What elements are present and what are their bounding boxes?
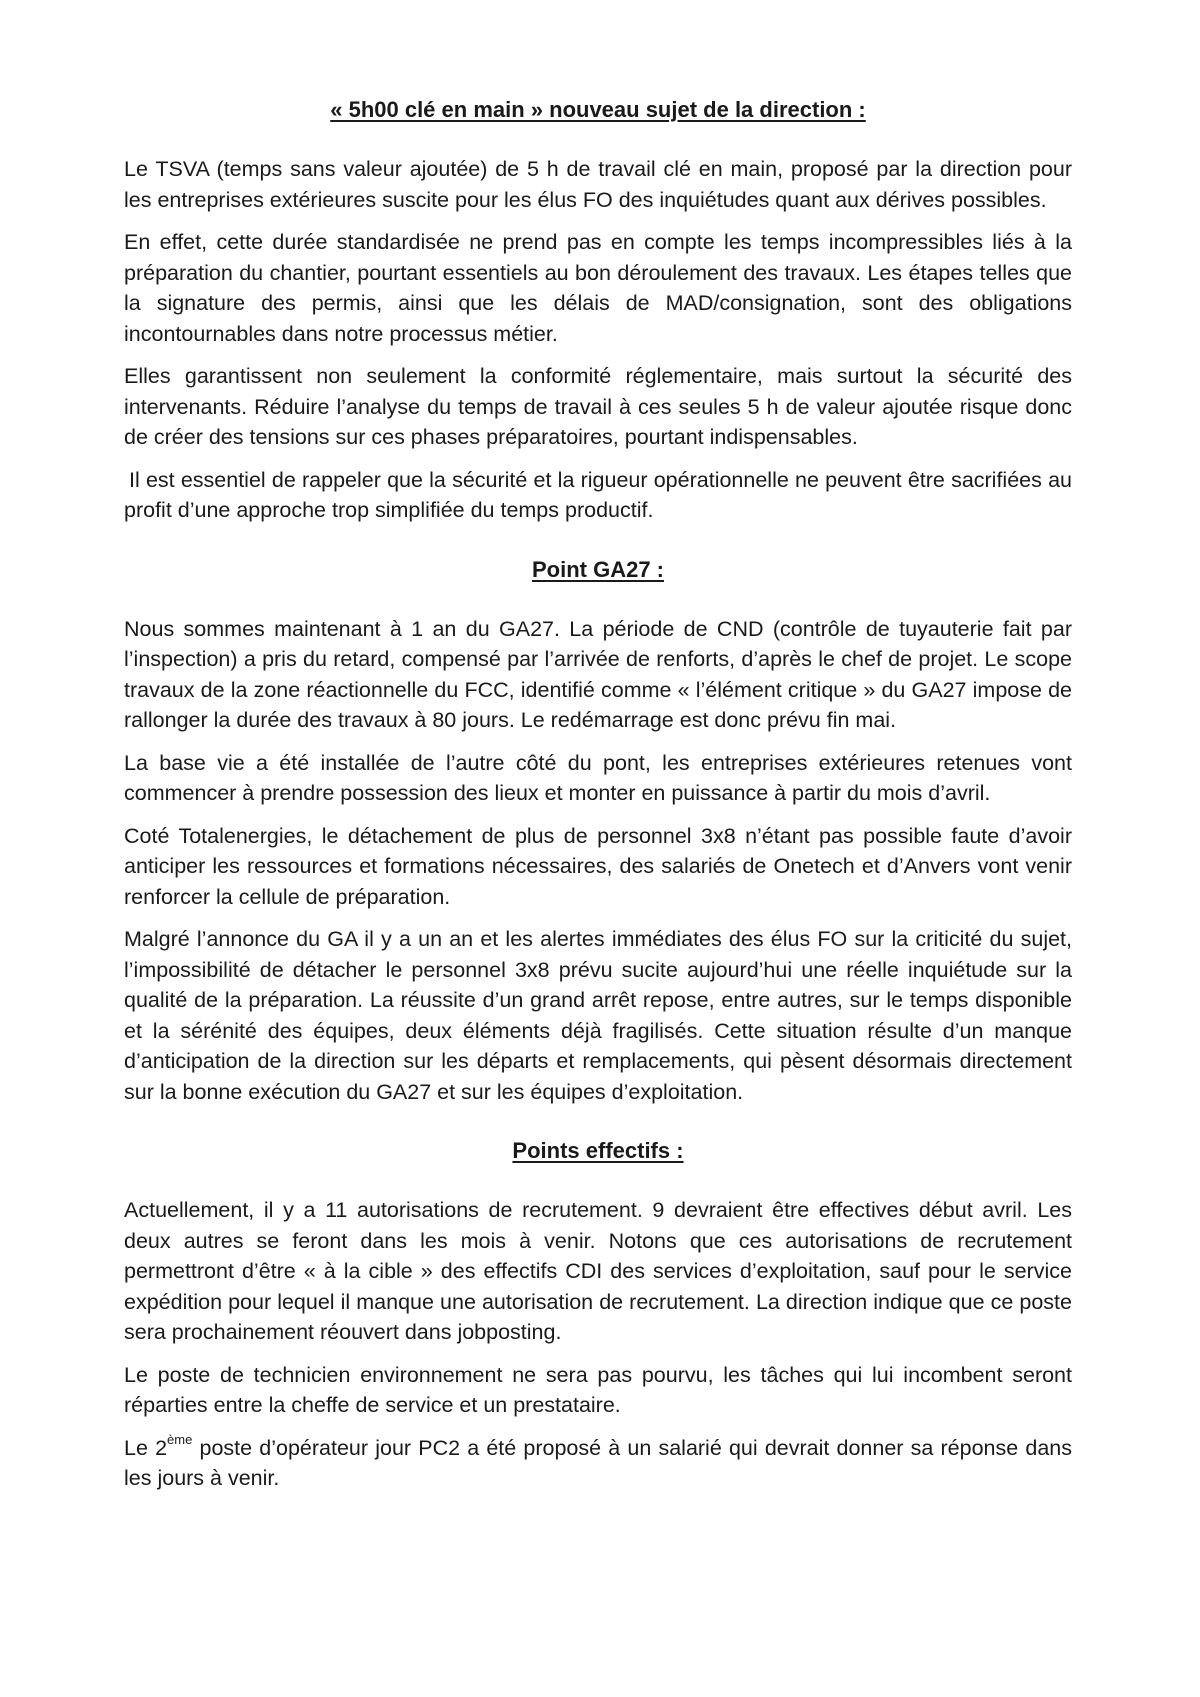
paragraph: Malgré l’annonce du GA il y a un an et les alertes immédiates des élus FO sur la criticité du sujet, l’impossibilité de détacher le personnel 3x8 prévu sucite aujourd’hui une réelle inquiétude sur la qualité de la préparation. La réussite d’un grand arrêt repose, entre autres, sur le temps disponible et la sérénité des équipes, deux éléments déjà fragilisés. Cette situation résulte d’un manque d’anticipation de la direction sur les départs et remplacements, qui pèsent désormais directement sur la bonne exécution du GA27 et sur les équipes d’exploitation.: [124, 927, 1072, 1104]
paragraph: La base vie a été installée de l’autre côté du pont, les entreprises extérieures retenues vont commencer à prendre possession des lieux et monter en puissance à partir du mois d’avril.: [124, 750, 1072, 805]
text-segment: poste d’opérateur jour PC2 a été proposé à un salarié qui devrait donner sa réponse dans les jours à venir.: [124, 1435, 1072, 1490]
paragraph-last: [124, 1433, 1072, 1494]
document-page: [124, 96, 1072, 1506]
paragraph: Le poste de technicien environnement ne sera pas pourvu, les tâches qui lui incombent seront réparties entre la cheffe de service et un prestataire.: [124, 1362, 1072, 1417]
text-segment: Le 2: [124, 1435, 168, 1460]
paragraph: Elles garantissent non seulement la conformité réglementaire, mais surtout la sécurité des intervenants. Réduire l’analyse du temps de travail à ces seules 5 h de valeur ajoutée risque donc de créer des tensions sur ces phases préparatoires, pourtant indispensables.: [124, 364, 1072, 449]
section-title-effectifs: Points effectifs :: [512, 1138, 684, 1163]
paragraph: Nous sommes maintenant à 1 an du GA27. La période de CND (contrôle de tuyauterie fait par l’inspection) a pris du retard, compensé par l’arrivée de renforts, d’après le chef de projet. Le scope travaux de la zone réactionnelle du FCC, identifié comme « l’élément critique » du GA27 impose de rallonger la durée des travaux à 80 jours. Le redémarrage est donc prévu fin mai.: [124, 616, 1072, 732]
paragraph: Il est essentiel de rappeler que la sécurité et la rigueur opérationnelle ne peuvent être sacrifiées au profit d’une approche trop simplifiée du temps productif.: [124, 467, 1072, 522]
section-title-ga27: Point GA27 :: [531, 556, 664, 582]
paragraph: Actuellement, il y a 11 autorisations de recrutement. 9 devraient être effectives début avril. Les deux autres se feront dans les mois à venir. Notons que ces autorisations de recrutement permettront d’être « à la cible » des effectifs CDI des services d’exploitation, sauf pour le service expédition pour lequel il manque une autorisation de recrutement. La direction indique que ce poste sera prochainement réouvert dans jobposting.: [124, 1198, 1072, 1344]
section-title-5h00: « 5h00 clé en main » nouveau sujet de la direction :: [330, 97, 866, 122]
superscript: ème: [167, 1432, 193, 1448]
paragraph: Coté Totalenergies, le détachement de plus de personnel 3x8 n’étant pas possible faute d’avoir anticiper les ressources et formations nécessaires, des salariés de Onetech et d’Anvers vont venir renforcer la cellule de préparation.: [124, 823, 1072, 909]
paragraph: En effet, cette durée standardisée ne prend pas en compte les temps incompressibles liés à la préparation du chantier, pourtant essentiels au bon déroulement des travaux. Les étapes telles que la signature des permis, ainsi que les délais de MAD/consignation, sont des obligations incontournables dans notre processus métier.: [124, 230, 1072, 346]
paragraph: Le TSVA (temps sans valeur ajoutée) de 5 h de travail clé en main, proposé par la direction pour les entreprises extérieures suscite pour les élus FO des inquiétudes quant aux dérives possibles.: [124, 157, 1072, 212]
